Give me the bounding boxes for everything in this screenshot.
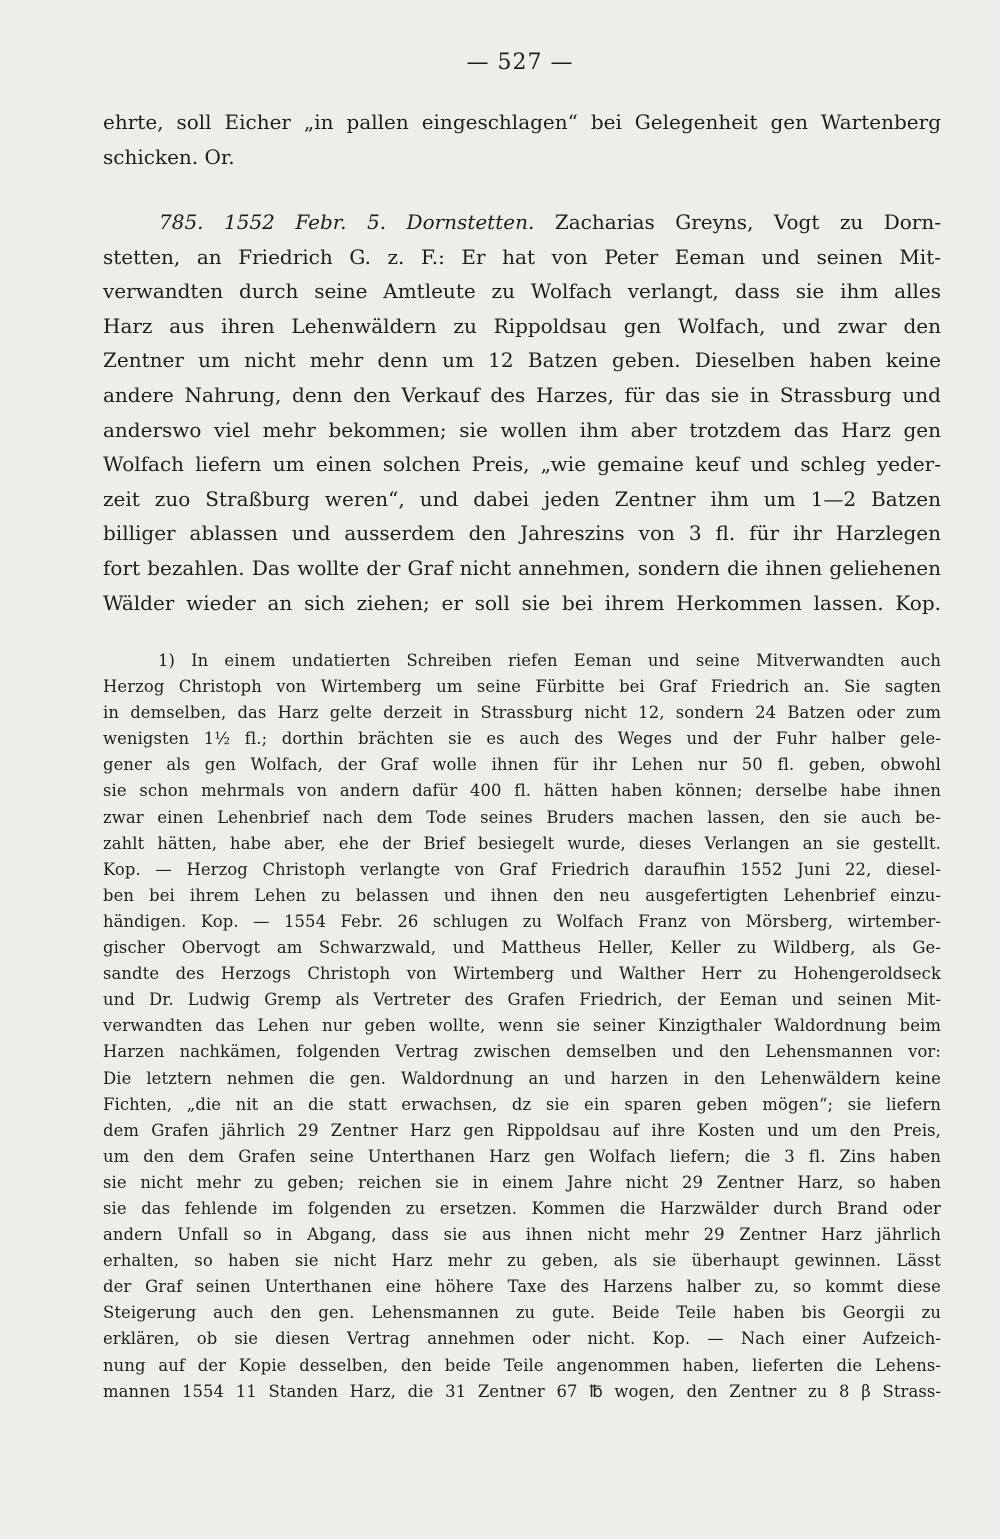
entry-heading-rest: Zacharias Greyns, Vogt zu Dorn- (554, 210, 941, 234)
entry-place: Dornstetten. (406, 210, 535, 234)
footnote-line: nung auf der Kopie desselben, den beide Teile angenommen haben, lieferten die Lehens- (103, 1355, 941, 1375)
footnote-line: sandte des Herzogs Christoph von Wirtemberg und Walther Herr zu Hohengeroldseck (103, 964, 941, 984)
footnote-line: Herzog Christoph von Wirtemberg um seine Fürbitte bei Graf Friedrich an. Sie sagten (103, 677, 941, 697)
page-number: — 527 — (466, 50, 574, 75)
footnote-line: der Graf seinen Unterthanen eine höhere Taxe des Harzens halber zu, so kommt diese (103, 1277, 941, 1297)
text-line: billiger ablassen und ausserdem den Jahreszins von 3 fl. für ihr Harzlegen (103, 521, 941, 546)
text-line: zeit zuo Straßburg weren“, und dabei jeden Zentner ihm um 1—2 Batzen (103, 486, 941, 511)
footnote-line: sie schon mehrmals von andern dafür 400 fl. hätten haben können; derselbe habe ihnen (103, 781, 941, 801)
footnote-line: sie das fehlende im folgenden zu ersetzen. Kommen die Harzwälder durch Brand oder (103, 1198, 941, 1218)
footnote-line: Kop. — Herzog Christoph verlangte von Graf Friedrich daraufhin 1552 Juni 22, diesel- (103, 859, 941, 879)
footnote-line: und Dr. Ludwig Gremp als Vertreter des Grafen Friedrich, der Eeman und seinen Mit- (103, 990, 941, 1010)
footnote-line: in demselben, das Harz gelte derzeit in Strassburg nicht 12, sondern 24 Batzen oder zum (103, 703, 941, 723)
footnote-line: Harzen nachkämen, folgenden Vertrag zwischen demselben und den Lehensmannen vor: (103, 1042, 941, 1062)
footnote-line: zahlt hätten, habe aber, ehe der Brief besiegelt wurde, dieses Verlangen an sie gestellt. (103, 833, 941, 853)
text-line: anderswo viel mehr bekommen; sie wollen ihm aber trotzdem das Harz gen (103, 417, 941, 442)
footnote-line: gischer Obervogt am Schwarzwald, und Mattheus Heller, Keller zu Wildberg, als Ge- (103, 938, 941, 958)
text-line: schicken. Or. (103, 144, 235, 169)
text-line: stetten, an Friedrich G. z. F.: Er hat von Peter Eeman und seinen Mit- (103, 244, 941, 269)
footnote-line: wenigsten 1½ fl.; dorthin brächten sie es auch des Weges und der Fuhr halber gele- (103, 729, 941, 749)
footnote-line: ben bei ihrem Lehen zu belassen und ihnen den neu ausgefertigten Lehenbrief einzu- (103, 885, 941, 905)
footnote-line: gener als gen Wolfach, der Graf wolle ihnen für ihr Lehen nur 50 fl. geben, obwohl (103, 755, 941, 775)
text-line: Wälder wieder an sich ziehen; er soll sie bei ihrem Herkommen lassen. Kop. (103, 590, 941, 615)
footnote-line: verwandten das Lehen nur geben wollte, wenn sie seiner Kinzigthaler Waldordnung beim (103, 1016, 941, 1036)
footnote-line: erklären, ob sie diesen Vertrag annehmen oder nicht. Kop. — Nach einer Aufzeich- (103, 1329, 941, 1349)
footnote-line: mannen 1554 11 Standen Harz, die 31 Zentner 67 ℔ wogen, den Zentner zu 8 β Strass- (103, 1381, 941, 1401)
entry-heading-line (103, 205, 941, 240)
intro-paragraph (103, 105, 941, 174)
text-line: andere Nahrung, denn den Verkauf des Harzes, für das sie in Strassburg und (103, 382, 941, 407)
text-line: verwandten durch seine Amtleute zu Wolfach verlangt, dass sie ihm alles (103, 279, 941, 304)
footnote-line: Steigerung auch den gen. Lehensmannen zu gute. Beide Teile haben bis Georgii zu (103, 1303, 941, 1323)
text-line: Wolfach liefern um einen solchen Preis, „wie gemaine keuf und schleg yeder- (103, 452, 941, 477)
footnote-line: zwar einen Lehenbrief nach dem Tode seines Bruders machen lassen, den sie auch be- (103, 807, 941, 827)
text-line: ehrte, soll Eicher „in pallen eingeschlagen“ bei Gelegenheit gen Wartenberg (103, 110, 941, 134)
text-line: fort bezahlen. Das wollte der Graf nicht annehmen, sondern die ihnen geliehenen (103, 555, 941, 580)
footnote-line: erhalten, so haben sie nicht Harz mehr zu geben, als sie überhaupt gewinnen. Lässt (103, 1251, 941, 1271)
footnote-line: andern Unfall so in Abgang, dass sie aus ihnen nicht mehr 29 Zentner Harz jährlich (103, 1225, 941, 1245)
footnote-line: händigen. Kop. — 1554 Febr. 26 schlugen zu Wolfach Franz von Mörsberg, wirtember- (103, 911, 941, 931)
footnote-line: sie nicht mehr zu geben; reichen sie in einem Jahre nicht 29 Zentner Harz, so haben (103, 1172, 941, 1192)
footnote-line: um den dem Grafen seine Unterthanen Harz gen Wolfach liefern; die 3 fl. Zins haben (103, 1146, 941, 1166)
entry-date: 1552 Febr. 5. (224, 210, 387, 234)
entry-number: 785. (159, 210, 204, 234)
footnote-line: Fichten, „die nit an die statt erwachsen, dz sie ein sparen geben mögen“; sie liefern (103, 1094, 941, 1114)
footnote-line: Die letztern nehmen die gen. Waldordnung an und harzen in den Lehenwäldern keine (103, 1068, 941, 1088)
text-line: Zentner um nicht mehr denn um 12 Batzen geben. Dieselben haben keine (103, 348, 941, 373)
text-line: Harz aus ihren Lehenwäldern zu Rippoldsau gen Wolfach, und zwar den (103, 313, 941, 338)
entry-785 (103, 205, 941, 620)
footnote-line: 1) In einem undatierten Schreiben riefen Eeman und seine Mitverwandten auch (158, 651, 941, 670)
footnote-line: dem Grafen jährlich 29 Zentner Harz gen Rippoldsau auf ihre Kosten und um den Preis, (103, 1120, 941, 1140)
footnote (103, 648, 941, 1405)
